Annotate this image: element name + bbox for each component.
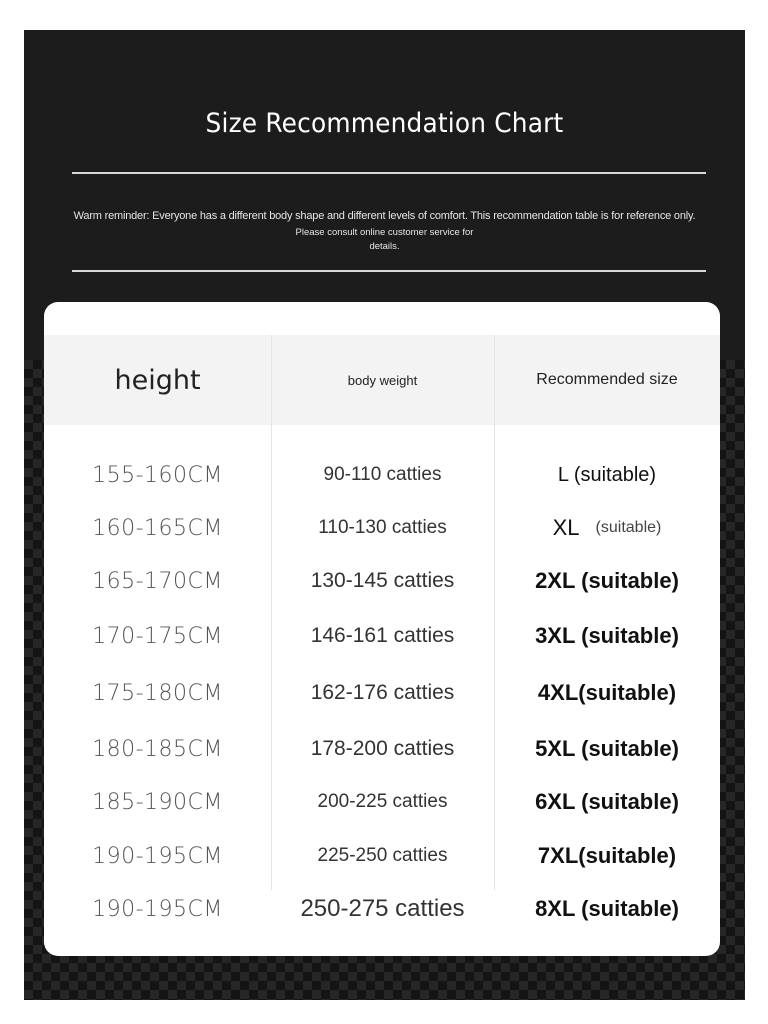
size-main-label: XL (552, 515, 580, 540)
table-row (44, 775, 720, 829)
table-row (44, 554, 720, 608)
table-row (44, 882, 720, 936)
size-cell: 2XL (suitable) (535, 568, 679, 593)
weight-cell: 250-275 catties (300, 895, 465, 922)
column-header-recommended-size: Recommended size (536, 371, 678, 388)
height-cell: 165-170CM (92, 568, 223, 594)
table-row (44, 609, 720, 663)
size-cell: 3XL (suitable) (535, 623, 679, 648)
notice-line-1: Warm reminder: Everyone has a different body shape and different levels of comfort. This recommendation table is for reference only. (73, 210, 696, 222)
size-cell: L (suitable) (557, 463, 657, 486)
table-row (44, 666, 720, 720)
height-cell: 170-175CM (92, 623, 223, 649)
divider-top (72, 172, 706, 174)
height-cell: 190-195CM (92, 843, 223, 869)
weight-cell: 146-161 catties (310, 624, 455, 647)
size-note-label: (suitable) (595, 519, 662, 536)
table-row (44, 722, 720, 776)
warm-reminder-notice (64, 208, 705, 253)
height-cell: 160-165CM (92, 515, 223, 541)
weight-cell: 225-250 catties (317, 845, 448, 866)
height-cell: 180-185CM (92, 736, 223, 762)
size-cell: 7XL(suitable) (537, 843, 677, 868)
size-cell: 5XL (suitable) (535, 736, 679, 761)
divider-bottom (72, 270, 706, 272)
height-cell: 185-190CM (92, 789, 223, 815)
size-table-card (44, 302, 720, 956)
table-row (44, 448, 720, 502)
height-cell: 190-195CM (92, 896, 223, 922)
notice-line-3: details. (369, 241, 400, 252)
weight-cell: 178-200 catties (310, 737, 455, 760)
size-cell: 8XL (suitable) (535, 896, 679, 921)
weight-cell: 200-225 catties (317, 791, 448, 812)
size-cell: 4XL(suitable) (537, 680, 677, 705)
height-cell: 155-160CM (92, 462, 223, 488)
chart-title: Size Recommendation Chart (205, 108, 564, 139)
notice-line-2: Please consult online customer service for (295, 227, 474, 238)
size-cell (494, 501, 720, 555)
column-header-body-weight: body weight (347, 372, 418, 388)
weight-cell: 130-145 catties (310, 569, 455, 592)
height-cell: 175-180CM (92, 680, 223, 706)
weight-cell: 162-176 catties (310, 681, 455, 704)
weight-cell: 90-110 catties (323, 464, 442, 485)
table-row (44, 829, 720, 883)
weight-cell: 110-130 catties (318, 517, 447, 538)
table-row (44, 501, 720, 555)
size-cell: 6XL (suitable) (535, 789, 679, 814)
column-header-height: height (114, 364, 201, 396)
